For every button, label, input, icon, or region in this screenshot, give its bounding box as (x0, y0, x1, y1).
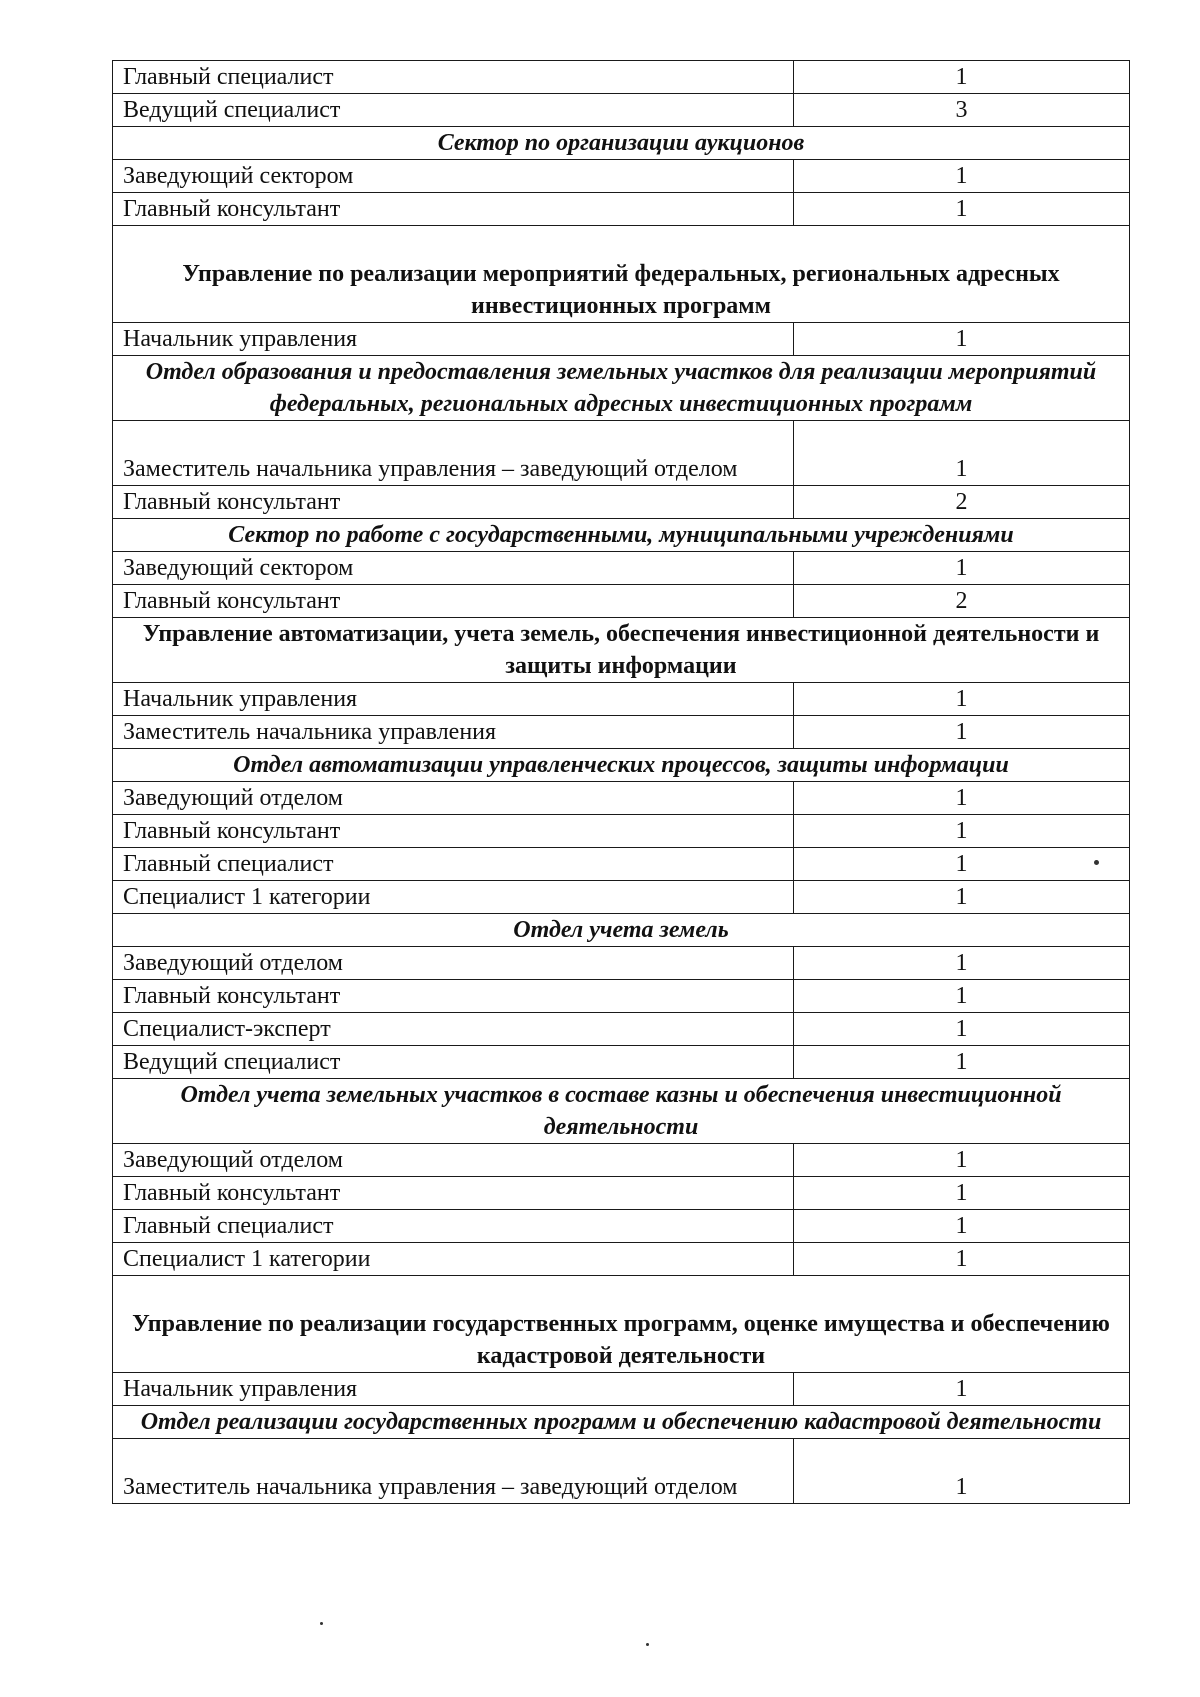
section-header: Сектор по организации аукционов (113, 127, 1130, 160)
count-cell: 1 (794, 1046, 1130, 1079)
position-cell: Главный специалист (113, 61, 794, 94)
count-cell: 1 (794, 980, 1130, 1013)
count-cell: 1 (794, 1210, 1130, 1243)
count-cell: 2 (794, 585, 1130, 618)
count-cell: 1 (794, 815, 1130, 848)
position-cell: Заведующий отделом (113, 782, 794, 815)
position-cell: Заместитель начальника управления – заведующий отделом (113, 1439, 794, 1504)
department-header: Управление по реализации мероприятий федеральных, региональных адресных инвестиционных программ (113, 226, 1130, 323)
department-header-row (113, 226, 1130, 323)
table-row (113, 160, 1130, 193)
count-cell: 1 (794, 552, 1130, 585)
count-cell: 1 (794, 1013, 1130, 1046)
count-cell: 1 (794, 1373, 1130, 1406)
position-cell: Специалист-эксперт (113, 1013, 794, 1046)
table-row (113, 94, 1130, 127)
section-header: Отдел учета земель (113, 914, 1130, 947)
count-cell: 1 (794, 1144, 1130, 1177)
count-cell: 1 (794, 1243, 1130, 1276)
position-cell: Ведущий специалист (113, 1046, 794, 1079)
count-cell: 1 (794, 881, 1130, 914)
section-header: Отдел автоматизации управленческих процессов, защиты информации (113, 749, 1130, 782)
position-cell: Главный консультант (113, 1177, 794, 1210)
count-cell: 1 (794, 716, 1130, 749)
position-cell: Главный консультант (113, 193, 794, 226)
table-row (113, 486, 1130, 519)
count-cell: 1 (794, 848, 1130, 881)
scan-dot (1094, 860, 1099, 865)
department-header-row (113, 618, 1130, 683)
position-cell: Начальник управления (113, 1373, 794, 1406)
section-header-row (113, 519, 1130, 552)
count-cell: 1 (794, 61, 1130, 94)
section-header-row (113, 356, 1130, 421)
table-row (113, 552, 1130, 585)
position-cell: Главный консультант (113, 980, 794, 1013)
count-cell: 1 (794, 323, 1130, 356)
position-cell: Заведующий отделом (113, 947, 794, 980)
department-header: Управление по реализации государственных программ, оценке имущества и обеспечению кадастровой деятельности (113, 1276, 1130, 1373)
table-row (113, 815, 1130, 848)
scan-dot (646, 1643, 649, 1646)
table-row (113, 881, 1130, 914)
section-header: Отдел образования и предоставления земельных участков для реализации мероприятий федеральных, региональных адресных инвестиционных программ (113, 356, 1130, 421)
position-cell: Ведущий специалист (113, 94, 794, 127)
scan-dot (320, 1622, 323, 1625)
count-cell: 1 (794, 1177, 1130, 1210)
position-cell: Главный консультант (113, 486, 794, 519)
table-row (113, 1144, 1130, 1177)
table-row (113, 716, 1130, 749)
table-row (113, 421, 1130, 486)
count-cell: 3 (794, 94, 1130, 127)
count-cell: 1 (794, 947, 1130, 980)
position-cell: Специалист 1 категории (113, 881, 794, 914)
position-cell: Главный специалист (113, 848, 794, 881)
position-cell: Начальник управления (113, 323, 794, 356)
table-row (113, 61, 1130, 94)
department-header-row (113, 1276, 1130, 1373)
position-cell: Главный специалист (113, 1210, 794, 1243)
table-row (113, 1046, 1130, 1079)
section-header: Отдел реализации государственных программ и обеспечению кадастровой деятельности (113, 1406, 1130, 1439)
table-row (113, 585, 1130, 618)
position-cell: Заместитель начальника управления – заведующий отделом (113, 421, 794, 486)
section-header: Сектор по работе с государственными, муниципальными учреждениями (113, 519, 1130, 552)
table-row (113, 323, 1130, 356)
table-row (113, 980, 1130, 1013)
staffing-table (112, 60, 1130, 1504)
section-header-row (113, 1406, 1130, 1439)
count-cell: 1 (794, 683, 1130, 716)
position-cell: Заведующий сектором (113, 160, 794, 193)
count-cell: 2 (794, 486, 1130, 519)
table-row (113, 1373, 1130, 1406)
count-cell: 1 (794, 193, 1130, 226)
table-row (113, 947, 1130, 980)
position-cell: Главный консультант (113, 815, 794, 848)
section-header-row (113, 749, 1130, 782)
table-row (113, 1439, 1130, 1504)
count-cell: 1 (794, 782, 1130, 815)
section-header-row (113, 127, 1130, 160)
table-row (113, 683, 1130, 716)
table-row (113, 1013, 1130, 1046)
section-header: Отдел учета земельных участков в составе казны и обеспечения инвестиционной деятельности (113, 1079, 1130, 1144)
position-cell: Начальник управления (113, 683, 794, 716)
department-header: Управление автоматизации, учета земель, обеспечения инвестиционной деятельности и защиты информации (113, 618, 1130, 683)
position-cell: Специалист 1 категории (113, 1243, 794, 1276)
position-cell: Заведующий отделом (113, 1144, 794, 1177)
position-cell: Заместитель начальника управления (113, 716, 794, 749)
table-row (113, 193, 1130, 226)
position-cell: Заведующий сектором (113, 552, 794, 585)
table-row (113, 1210, 1130, 1243)
position-cell: Главный консультант (113, 585, 794, 618)
count-cell: 1 (794, 160, 1130, 193)
count-cell: 1 (794, 1439, 1130, 1504)
table-row (113, 848, 1130, 881)
table-row (113, 1177, 1130, 1210)
count-cell: 1 (794, 421, 1130, 486)
table-row (113, 1243, 1130, 1276)
table-row (113, 782, 1130, 815)
section-header-row (113, 914, 1130, 947)
section-header-row (113, 1079, 1130, 1144)
